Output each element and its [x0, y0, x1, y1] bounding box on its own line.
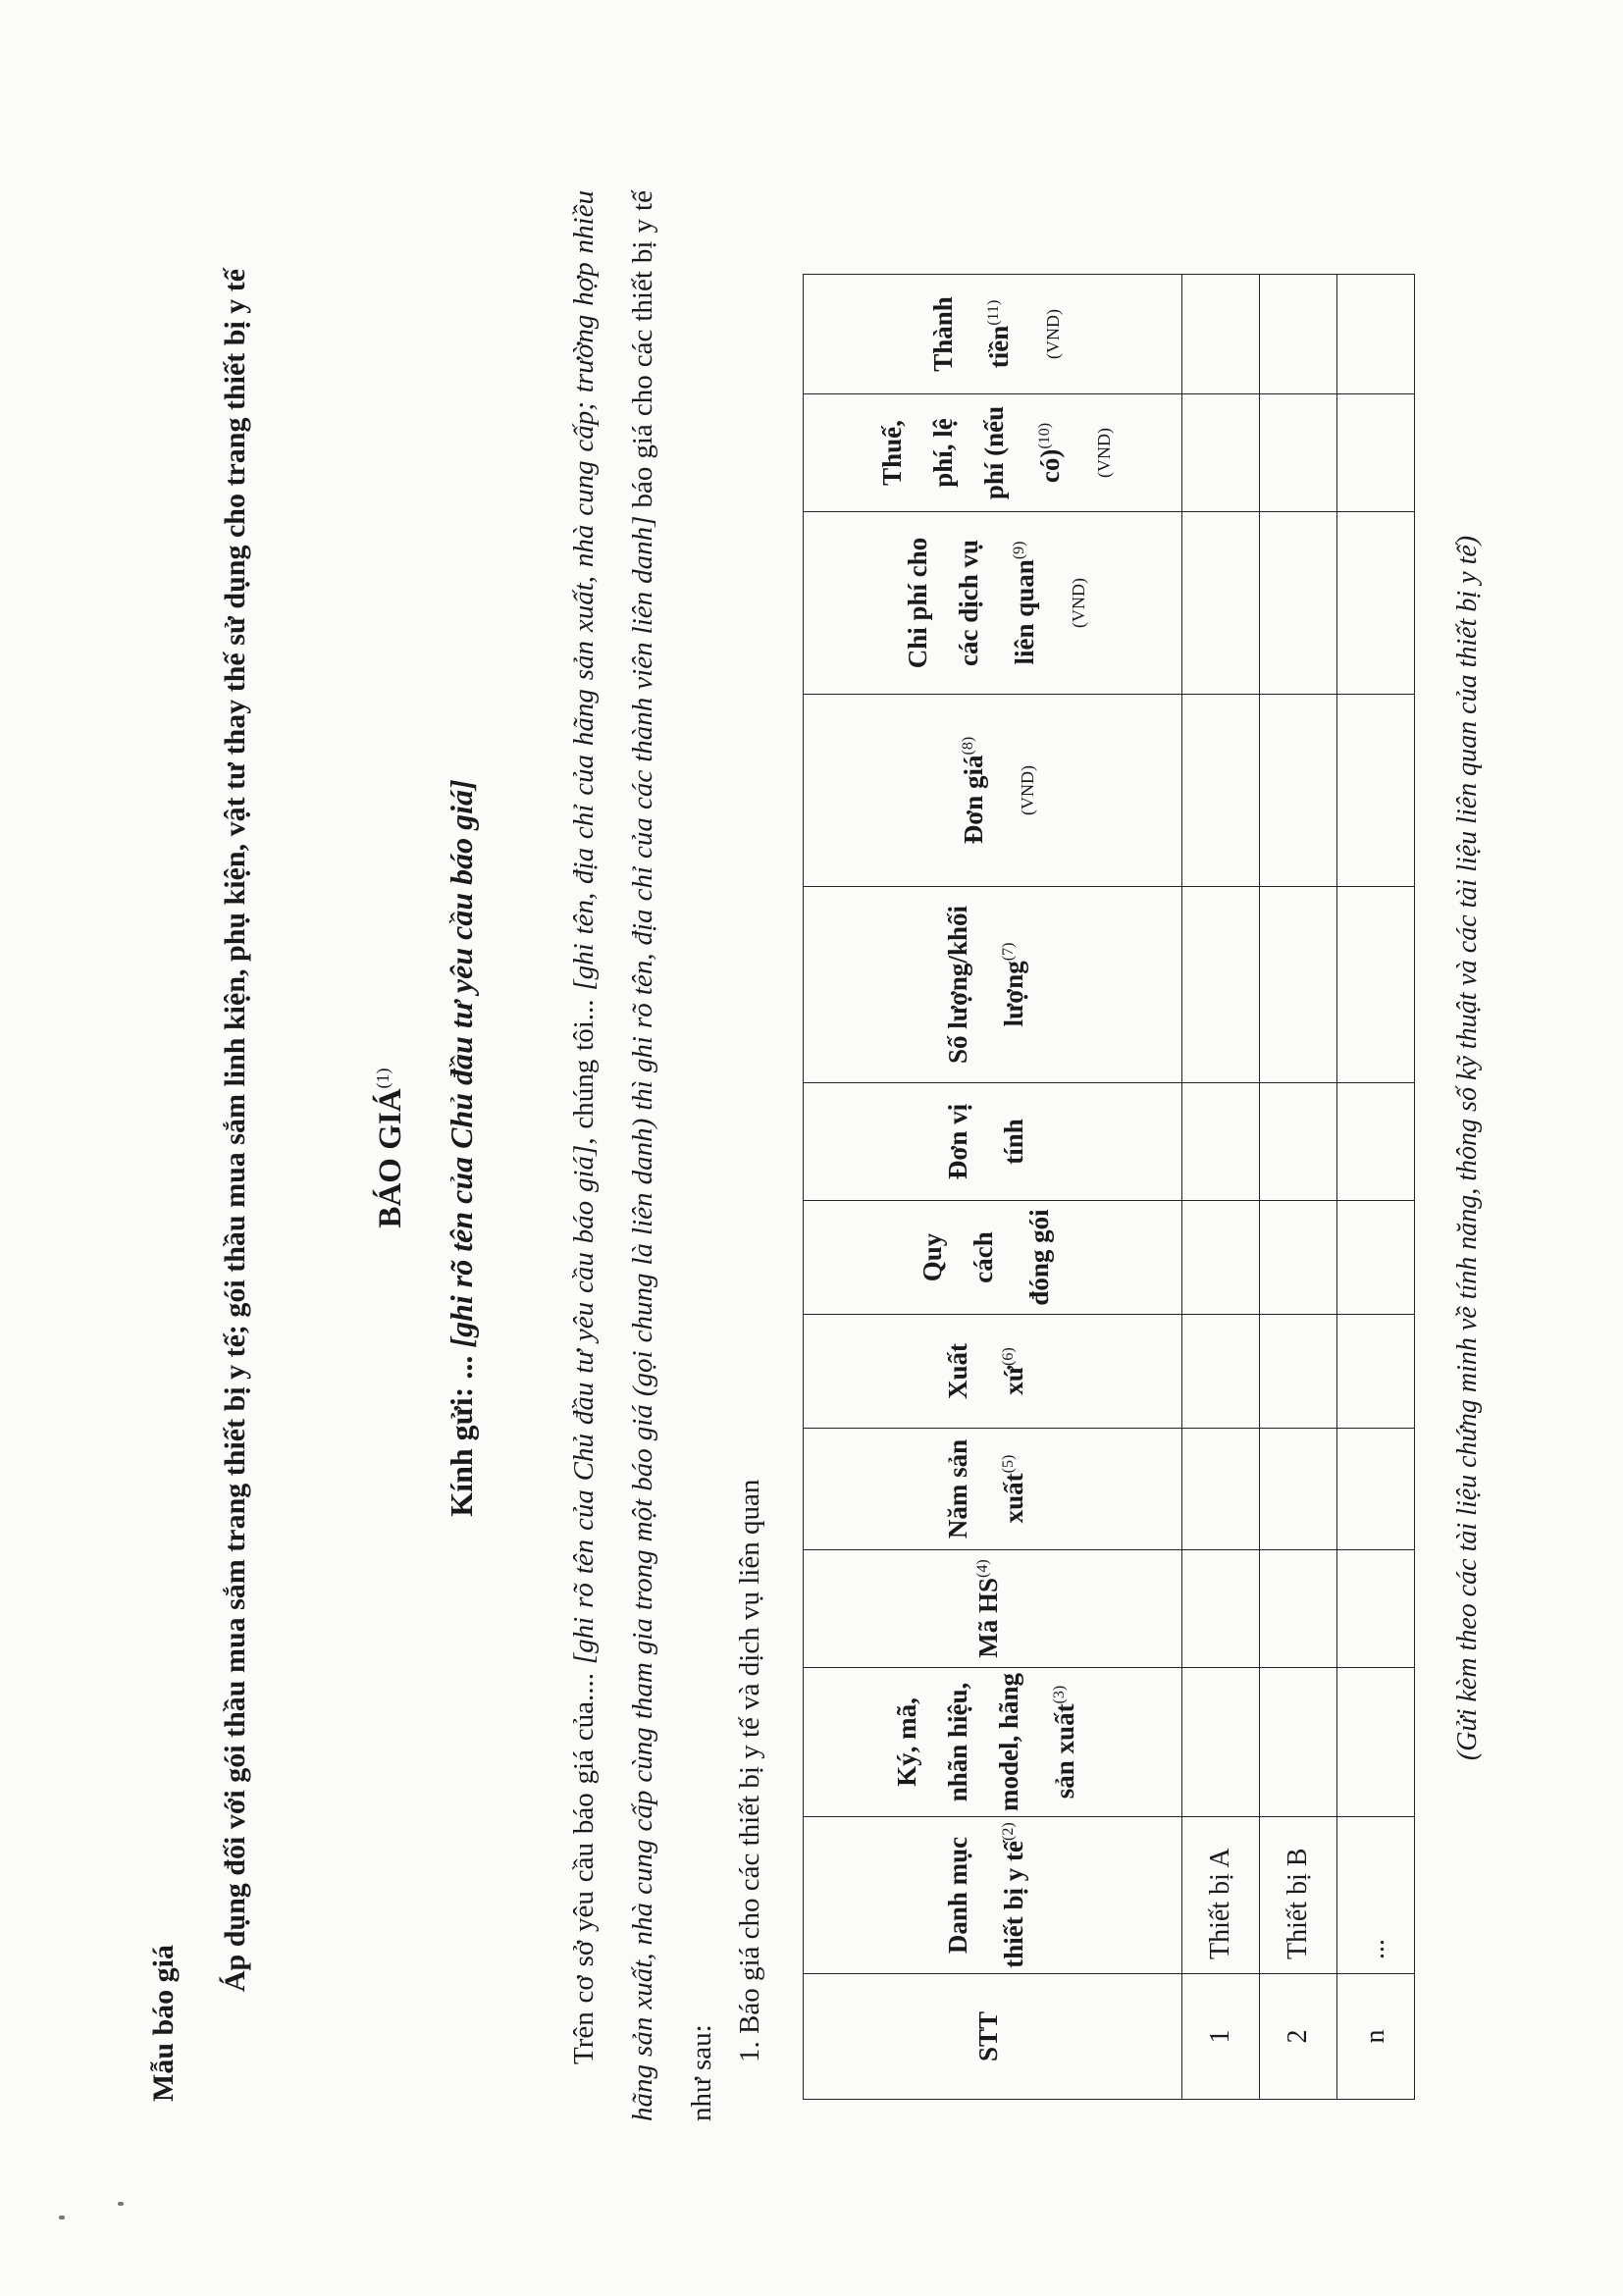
cell-empty: [1260, 887, 1337, 1083]
cell-empty: [1337, 1668, 1415, 1817]
col-header-hs-code: Mã HS$^{(4)}$: [804, 1550, 1182, 1668]
intro-placeholder-1: [ghi rõ tên của Chủ đầu tư yêu cầu báo giá]: [568, 1144, 600, 1665]
cell-empty: [1182, 887, 1260, 1083]
table-row: [1182, 275, 1260, 2100]
cell-empty: [1182, 1668, 1260, 1817]
cell-item: Thiết bị A: [1182, 1817, 1260, 1974]
cell-empty: [1260, 1668, 1337, 1817]
apply-line: Áp dụng đối với gói thầu mua sắm trang thiết bị y tế; gói thầu mua sắm linh kiện, phụ kiện, vật tư thay thế sử dụng cho trang thiết bị y tế: [219, 268, 251, 1993]
cell-empty: [1260, 512, 1337, 695]
quote-table: [803, 274, 1415, 2100]
cell-empty: [1260, 275, 1337, 394]
cell-empty: [1337, 695, 1415, 887]
intro-placeholder-2: [ghi tên, địa chỉ của hãng sản xuất, nhà cung cấp; trường hợp nhiều hãng sản xuất, nhà cung cấp cùng tham gia trong một báo giá (gọi chung là liên danh) thì ghi rõ tên, địa chỉ của các thành viên liên danh]: [568, 190, 658, 2121]
cell-empty: [1260, 1550, 1337, 1668]
cell-empty: [1182, 1201, 1260, 1315]
cell-empty: [1260, 1201, 1337, 1315]
cell-empty: [1182, 512, 1260, 695]
intro-paragraph: [554, 190, 731, 2121]
cell-empty: [1337, 1201, 1415, 1315]
table-row: [1337, 275, 1415, 2100]
cell-empty: [1337, 1083, 1415, 1201]
cell-empty: [1337, 512, 1415, 695]
cell-item: ...: [1337, 1817, 1415, 1974]
col-header-item: Danh mục thiết bị y tế$^{(2)}$: [804, 1817, 1182, 1974]
cell-empty: [1182, 695, 1260, 887]
cell-empty: [1182, 1429, 1260, 1550]
cell-stt: 2: [1260, 1974, 1337, 2100]
col-header-year: Năm sản xuất$^{(5)}$: [804, 1429, 1182, 1550]
col-header-total: Thành tiền$^{(11)}$ (VND): [804, 275, 1182, 394]
cell-stt: n: [1337, 1974, 1415, 2100]
recipient-label: Kính gửi: ...: [444, 1347, 479, 1517]
col-header-origin: Xuất xứ$^{(6)}$: [804, 1315, 1182, 1429]
scan-speck: [118, 2202, 124, 2206]
cell-empty: [1337, 1550, 1415, 1668]
document-title: [373, 0, 409, 2296]
col-header-model: Ký, mã, nhãn hiệu, model, hãng sản xuất$^{(3)}$: [804, 1668, 1182, 1817]
intro-text-3: báo giá cho các thiết bị y tế như sau:: [627, 190, 717, 2121]
intro-text-1: Trên cơ sở yêu cầu báo giá của....: [568, 1664, 600, 2064]
cell-empty: [1182, 1083, 1260, 1201]
section-heading: 1. Báo giá cho các thiết bị y tế và dịch vụ liên quan: [734, 1479, 765, 2062]
col-header-service-cost: Chi phí cho các dịch vụ liên quan$^{(9)}$ (VND): [804, 512, 1182, 695]
recipient-line: [444, 0, 480, 2296]
cell-empty: [1182, 1550, 1260, 1668]
cell-empty: [1182, 394, 1260, 512]
recipient-placeholder: [ghi rõ tên của Chủ đầu tư yêu cầu báo giá]: [444, 779, 479, 1348]
cell-empty: [1260, 394, 1337, 512]
cell-empty: [1337, 1429, 1415, 1550]
col-header-tax: Thuế, phí, lệ phí (nếu có)$^{(10)}$ (VND): [804, 394, 1182, 512]
cell-empty: [1260, 1315, 1337, 1429]
cell-empty: [1337, 887, 1415, 1083]
title-text: BÁO GIÁ: [373, 1088, 408, 1228]
cell-empty: [1337, 1315, 1415, 1429]
cell-item: Thiết bị B: [1260, 1817, 1337, 1974]
title-note: (1): [373, 1068, 393, 1089]
footnote: (Gửi kèm theo các tài liệu chứng minh về tính năng, thông số kỹ thuật và các tài liệu liên quan của thiết bị y tế): [1452, 535, 1483, 1761]
scan-speck: [59, 2216, 65, 2219]
cell-empty: [1182, 1315, 1260, 1429]
cell-empty: [1337, 394, 1415, 512]
cell-empty: [1260, 1083, 1337, 1201]
col-header-packaging: Quy cách đóng gói: [804, 1201, 1182, 1315]
table-row: [1260, 275, 1337, 2100]
col-header-quantity: Số lượng/khối lượng$^{(7)}$: [804, 887, 1182, 1083]
cell-empty: [1260, 1429, 1337, 1550]
cell-empty: [1337, 275, 1415, 394]
col-header-stt: STT: [804, 1974, 1182, 2100]
header-row: [804, 275, 1182, 2100]
cell-empty: [1260, 695, 1337, 887]
cell-stt: 1: [1182, 1974, 1260, 2100]
intro-text-2: , chúng tôi...: [568, 990, 600, 1145]
col-header-unit-price: Đơn giá$^{(8)}$ (VND): [804, 695, 1182, 887]
form-name: Mẫu báo giá: [147, 1944, 180, 2102]
cell-empty: [1182, 275, 1260, 394]
col-header-unit: Đơn vị tính: [804, 1083, 1182, 1201]
